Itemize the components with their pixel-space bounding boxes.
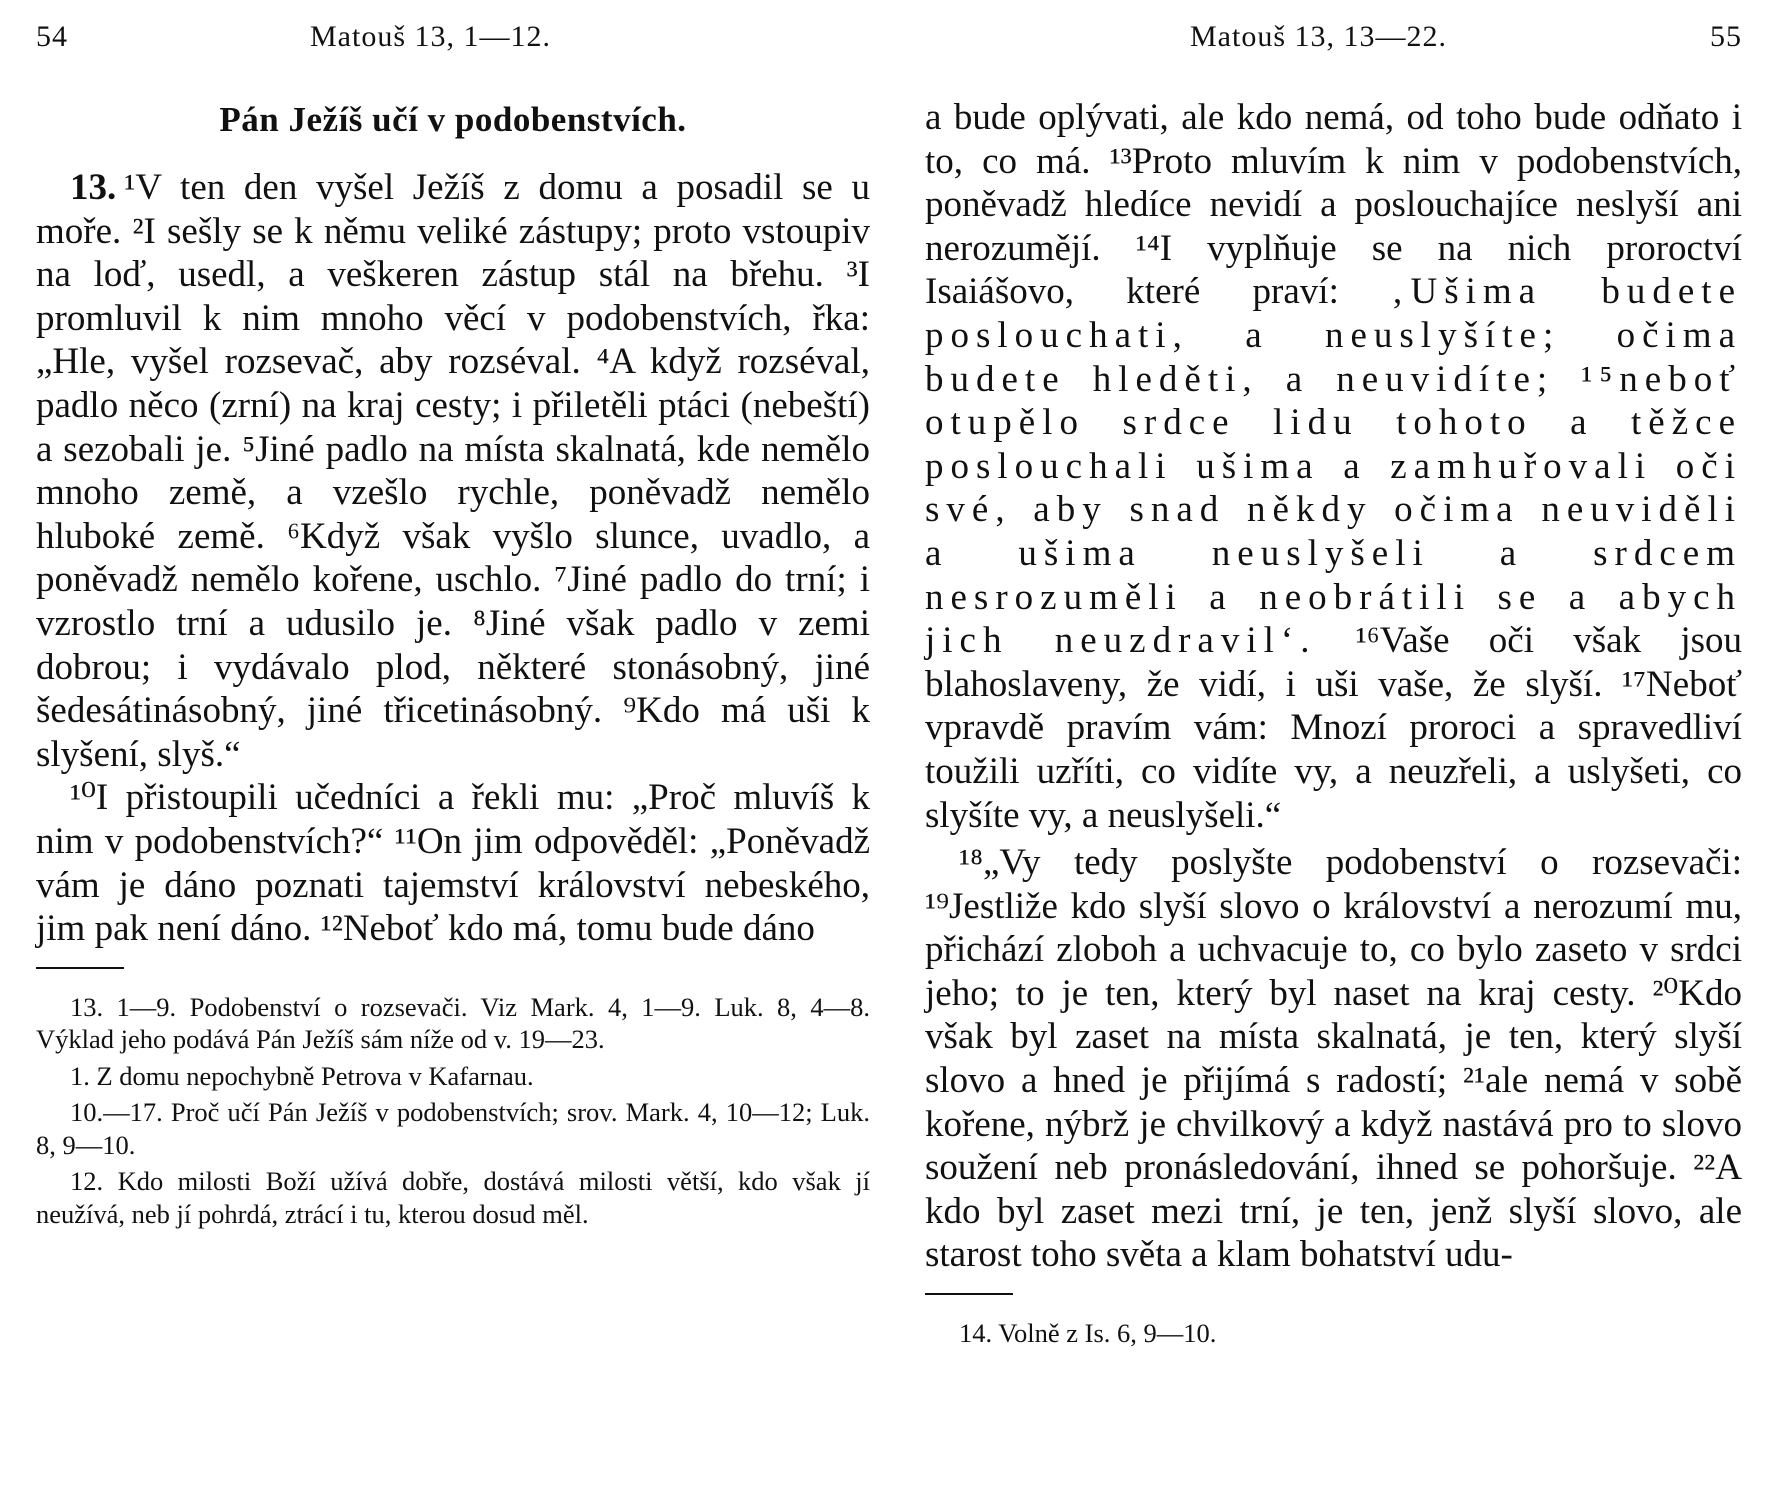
- section-title: Pán Ježíš učí v podobenstvích.: [219, 100, 687, 139]
- paragraph: [36, 166, 870, 776]
- paragraph-text: ¹⁶Vaše oči však jsou blahoslaveny, že vidí, i uši vaše, že slyší. ¹⁷Neboť vpravdě pravím vám: Mnozí proroci a spravedliví toužili uzříti, co vidíte vy, a neuzřeli, a uslyšeti, co slyšíte vy, a neuslyšeli.“: [925, 620, 1742, 836]
- paragraph: [925, 96, 1742, 837]
- running-head: Matouš 13, 13—22.: [1190, 20, 1447, 53]
- footnote: 10.—17. Proč učí Pán Ježíš v podobenstvích; srov. Mark. 4, 10—12; Luk. 8, 9—10.: [36, 1097, 870, 1160]
- left-page-body: [36, 166, 870, 951]
- footnotes: [925, 1317, 1742, 1350]
- footnote-rule: [36, 967, 124, 969]
- paragraph-text: a bude oplývati, ale kdo nemá, od toho bude odňato i to, co má. ¹³Proto mluvím k nim v podobenstvích, poněvadž hledíce nevidí a poslouchajíce neslyší ani nerozumějí. ¹⁴I vyplňuje se na nich proroctví Isaiášovo, které praví:: [925, 97, 1742, 313]
- paragraph: [36, 776, 870, 950]
- running-head: Matouš 13, 1—12.: [310, 20, 551, 53]
- footnote: 14. Volně z Is. 6, 9—10.: [959, 1318, 1217, 1349]
- left-page: [36, 0, 870, 1500]
- paragraph-text: ¹⁰I přistoupili učedníci a řekli mu: „Proč mluvíš k nim v podobenstvích?“ ¹¹On jim odpověděl: „Poněvadž vám je dáno poznati tajemství království nebeského, jim pak není dáno. ¹²Neboť kdo má, tomu bude dáno: [36, 777, 870, 950]
- footnote-rule: [925, 1293, 1013, 1295]
- page-number: 54: [36, 20, 68, 53]
- right-page: [925, 0, 1742, 1500]
- quotation-spaced-text: ‚Ušima budete poslouchati, a neuslyšíte; očima budete hleděti, a neuvidíte; ¹⁵neboť otupělo srdce lidu tohoto a těžce poslouchali ušima a zamhuřovali oči své, aby snad někdy očima neuviděli a ušima neuslyšeli a srdcem nesrozuměli a neobrátili se a abych jich neuzdravil‘.: [925, 271, 1743, 662]
- left-page-header: [36, 0, 870, 62]
- footnote: 1. Z domu nepochybně Petrova v Kafarnau.: [70, 1060, 534, 1091]
- footnote: 12. Kdo milosti Boží užívá dobře, dostává milosti větší, kdo však jí neužívá, neb jí pohrdá, ztrácí i tu, kterou dosud měl.: [36, 1166, 870, 1229]
- footnotes: [36, 991, 870, 1231]
- chapter-number: 13.: [70, 167, 117, 208]
- footnote: 13. 1—9. Podobenství o rozsevači. Viz Mark. 4, 1—9. Luk. 8, 4—8. Výklad jeho podává Pán Ježíš sám níže od v. 19—23.: [36, 991, 870, 1055]
- paragraph-text: ¹V ten den vyšel Ježíš z domu a posadil se u moře. ²I sešly se k němu veliké zástupy; proto vstoupiv na loď, usedl, a veškeren zástup stál na břehu. ³I promluvil k nim mnoho věcí v podobenstvích, řka: „Hle, vyšel rozsevač, aby rozséval. ⁴A když rozséval, padlo něco (zrní) na kraj cesty; i přiletěli ptáci (nebeští) a sezobali je. ⁵Jiné padlo na místa skalnatá, kde nemělo mnoho země, a vzešlo rychle, poněvadž nemělo hluboké země. ⁶Když však vyšlo slunce, uvadlo, a poněvadž nemělo kořene, uschlo. ⁷Jiné padlo do trní; i vzrostlo trní a udusilo je. ⁸Jiné však padlo v zemi dobrou; i vydávalo plod, některé stonásobný, jiné šedesátinásobný, jiné třicetinásobný. ⁹Kdo má uši k slyšení, slyš.“: [36, 167, 870, 775]
- paragraph-text: ¹⁸„Vy tedy poslyšte podobenství o rozsevači: ¹⁹Jestliže kdo slyší slovo o království a nerozumí mu, přichází zloboh a uchvacuje to, co bylo zaseto v srdci jeho; to je ten, který byl naset na kraj cesty. ²⁰Kdo však byl zaset na místa skalnatá, je ten, který slyší slovo a hned je přijímá s radostí; ²¹ale nemá v sobě kořene, nýbrž je chvilkový a když nastává pro to slovo soužení neb pronásledování, ihned se pohoršuje. ²²A kdo byl zaset mezi trní, je ten, jenž slyší slovo, ale starost toho světa a klam bohatství udu-: [925, 842, 1742, 1276]
- paragraph: [925, 841, 1742, 1277]
- right-page-body: [925, 96, 1742, 1277]
- page-number: 55: [1710, 20, 1742, 53]
- right-page-header: [925, 0, 1742, 62]
